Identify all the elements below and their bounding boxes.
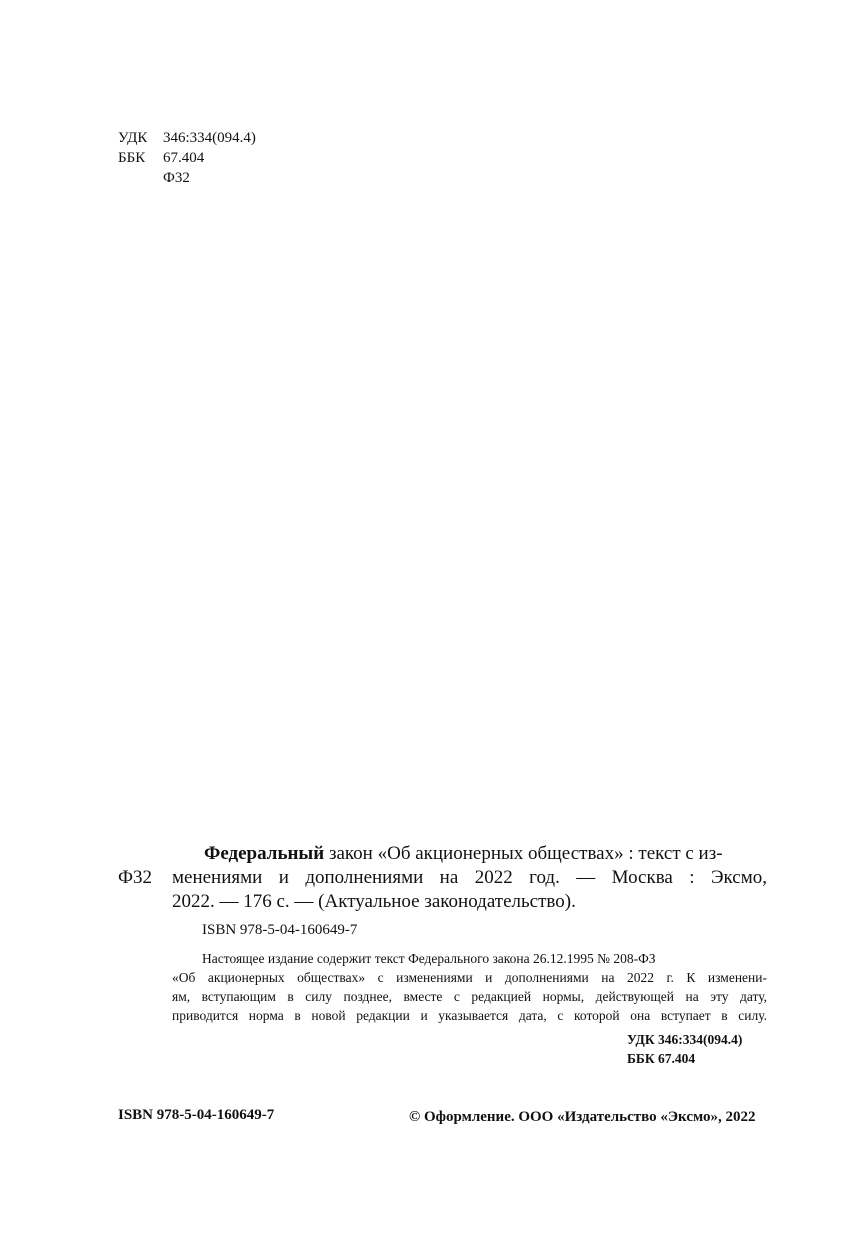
title-rest: закон «Об акционерных обществах» : текст с из- bbox=[324, 843, 723, 864]
annotation-line-3: ям, вступающим в силу позднее, вместе с редакцией нормы, действующей на эту дату, bbox=[172, 989, 767, 1004]
udk-label: УДК bbox=[118, 130, 148, 146]
bbk-label: ББК bbox=[118, 150, 146, 166]
card-udk: УДК 346:334(094.4) bbox=[627, 1032, 743, 1047]
udk-code-line bbox=[118, 128, 256, 148]
bbk-value: 67.404 bbox=[163, 150, 205, 166]
footer-copyright: © Оформление. ООО «Издательство «Эксмо», 2022 bbox=[409, 1109, 756, 1125]
card-isbn: ISBN 978-5-04-160649-7 bbox=[202, 922, 358, 938]
description-line-2: менениями и дополнениями на 2022 год. — Москва : Эксмо, bbox=[172, 867, 767, 888]
card-bbk: ББК 67.404 bbox=[627, 1051, 696, 1066]
bbk-code-line bbox=[118, 148, 204, 168]
title-bold-word: Федеральный bbox=[204, 843, 325, 864]
annotation-line-2: «Об акционерных обществах» с изменениями и дополнениями на 2022 г. К изменени- bbox=[172, 970, 767, 985]
author-mark-card: Ф32 bbox=[118, 867, 153, 888]
footer-isbn: ISBN 978-5-04-160649-7 bbox=[118, 1107, 275, 1123]
udk-value: 346:334(094.4) bbox=[163, 130, 256, 146]
annotation-line-1: Настоящее издание содержит текст Федерального закона 26.12.1995 № 208-ФЗ bbox=[202, 951, 656, 966]
annotation-line-4: приводится норма в новой редакции и указывается дата, с которой она вступает в силу. bbox=[172, 1008, 767, 1023]
description-line-3: 2022. — 176 с. — (Актуальное законодательство). bbox=[172, 891, 576, 912]
description-line-1 bbox=[204, 842, 723, 866]
author-mark-top: Ф32 bbox=[163, 170, 190, 186]
